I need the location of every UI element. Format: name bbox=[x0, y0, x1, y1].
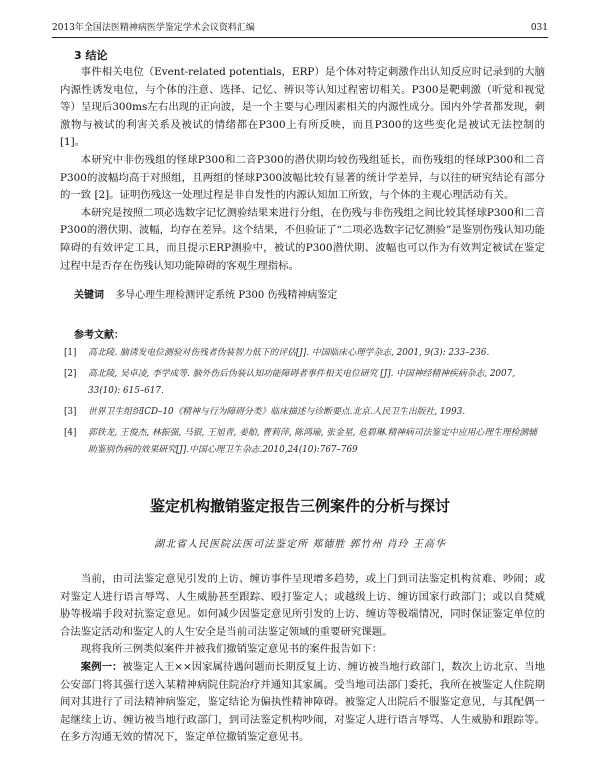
reference-number: [2] bbox=[64, 369, 77, 379]
reference-text: 世界卫生组织ICD–10《精神与行为障碍分类》临床描述与诊断要点.北京.人民卫生出版社, 1993. bbox=[88, 407, 466, 417]
conclusion-paragraph-3: 本研究是按照二项必选数字记忆测验结果来进行分组，在伤残与非伤残组之间比较其怪球P300和二音P300的潜伏期、波幅，均存在差异。这个结果，不但验证了“二项必选数字记忆测验”是鉴别伤残认知功能障碍的有效评定工具，而且提示ERP测验中，被试的P300潜伏期、波幅也可以作为有效判定被试在鉴定过程中是否存在伤残认知功能障碍的客观生理指标。 bbox=[60, 206, 545, 272]
keywords-line bbox=[74, 286, 337, 301]
conclusion-paragraph-1: 事件相关电位（Event-related potentials，ERP）是个体对特定刺激作出认知反应时记录到的大脑内源性诱发电位，与个体的注意、选择、记忆、辨识等认知过程密切相关。P300是靶刺激（听觉和视觉等）呈现后300ms左右出现的正向波，是一个主要与心理因素相关的内源性成分。国内外学者都发现，刺激物与被试的利害关系及被试的情绪都在P300上有所反映，而且P300的这些变化是被试无法控制的 [1]。 bbox=[60, 66, 545, 149]
reference-item bbox=[64, 366, 544, 400]
case-paragraph bbox=[60, 659, 545, 747]
case-label: 案例一： bbox=[80, 660, 123, 673]
reference-text: 郭铁龙, 王俊杰, 林振强, 马银, 王旭青, 姜舶, 曹莉萍, 陈鸿瑜, 张金星, 危碧琳.精神病司法鉴定中应用心理生理检测辅助鉴别伪病的效果研究[J].中国心理卫生杂志.2010,24(10):767–769 bbox=[88, 428, 537, 455]
reference-text: 高北陵, 吴卓凌, 李学成等. 脑外伤后伪装认知功能障碍者事件相关电位研究 [J]. 中国神经精神疾病杂志, 2007, 33(10): 615–617. bbox=[88, 369, 516, 396]
reference-item bbox=[64, 425, 544, 459]
article-authors: 湖北省人民医院法医司法鉴定所 郑德胜 郭竹州 肖玲 王高华 bbox=[154, 539, 446, 550]
page-number: 031 bbox=[530, 23, 548, 33]
case-text: 被鉴定人王××因家属待遇问题而长期反复上访、缠访被当地行政部门，数次上访北京、当地公安部门将其强行送入某精神病院住院治疗并通知其家属。受当地司法部门委托，我所在被鉴定人住院期间对其进行了司法精神病鉴定，鉴定结论为偏执性精神障碍。被鉴定人出院后不服鉴定意见，与其配偶一起继续上访、缠访被当地行政部门，到司法鉴定机构吵闹，对鉴定人进行语言辱骂、人生威胁和跟踪等。在多方沟通无效的情况下，鉴定单位撤销鉴定意见书。 bbox=[60, 660, 546, 744]
references-heading: 参考文献： bbox=[74, 330, 124, 341]
keywords-text: 多导心理生理检测评定系统 P300 伤残精神病鉴定 bbox=[115, 290, 338, 301]
reference-text: 高北陵. 脑诱发电位测验对伤残者伪装智力低下的评估[J]. 中国临床心理学杂志, 2001, 9(3): 233–236. bbox=[88, 348, 490, 358]
reference-number: [3] bbox=[64, 407, 77, 417]
article-paragraph-1: 当前，由司法鉴定意见引发的上访、缠访事件呈现增多趋势，或上门到司法鉴定机构贫难、吵闹；或对鉴定人进行语言辱骂、人生威胁甚至跟踪、殴打鉴定人；或越级上访、缠访国家行政部门；或以自焚威胁等极端手段对抗鉴定意见。如何减少因鉴定意见所引发的上访、缠访等极端情况，同时保证鉴定单位的合法鉴定活动和鉴定人的人生安全是当前司法鉴定领域的重要研究课题。 bbox=[60, 573, 545, 638]
reference-item bbox=[64, 345, 544, 362]
reference-list bbox=[64, 345, 544, 463]
running-header bbox=[52, 21, 548, 38]
article-paragraph-2: 现将我所三例类似案件并被我们撤销鉴定意见书的案件报告如下： bbox=[80, 643, 383, 656]
reference-item bbox=[64, 404, 544, 421]
article-body bbox=[60, 571, 545, 747]
article-title: 鉴定机构撤销鉴定报告三例案件的分析与探讨 bbox=[149, 497, 450, 515]
reference-number: [4] bbox=[64, 428, 77, 438]
conclusion-paragraph-2: 本研究中非伤残组的怪球P300和二音P300的潜伏期均较伤残组延长，而伤残组的怪球P300和二音P300的波幅均高于对照组，且两组的怪球P300波幅比较有显著的统计学差异，与以往的研究结论有部分的一致 [2]。证明伤残这一处理过程是非自发性的内源认知加工所致，与个体的主观心理活动有关。 bbox=[60, 153, 545, 202]
section-heading: 3 结论 bbox=[74, 49, 108, 62]
conclusion-body bbox=[60, 64, 545, 275]
header-title: 2013年全国法医精神病医学鉴定学术会议资料汇编 bbox=[52, 23, 255, 33]
keywords-label: 关键词 bbox=[74, 290, 104, 301]
reference-number: [1] bbox=[64, 348, 77, 358]
